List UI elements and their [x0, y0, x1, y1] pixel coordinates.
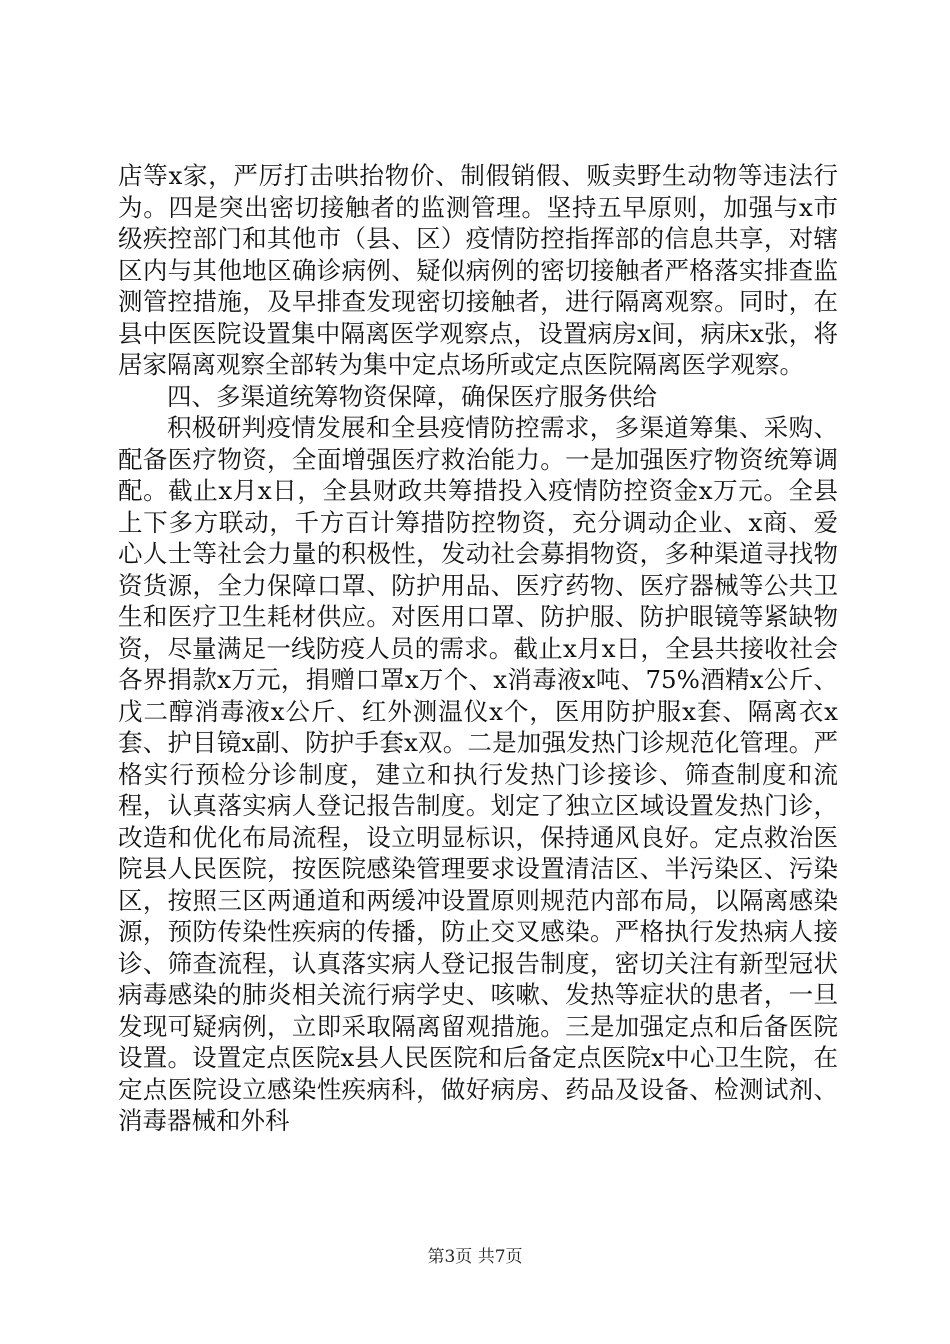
page-number-footer: 第3页 共7页 [427, 1247, 523, 1267]
paragraph-continuation: 店等x家，严厉打击哄抬物价、制假销假、贩卖野生动物等违法行为。四是突出密切接触者的监测管理。坚持五早原则，加强与x市级疾控部门和其他市（县、区）疫情防控指挥部的信息共享，对辖区内与其他地区确诊病例、疑似病例的密切接触者严格落实排查监测管控措施，及早排查发现密切接触者，进行隔离观察。同时，在县中医医院设置集中隔离医学观察点，设置病房x间，病床x张，将居家隔离观察全部转为集中定点场所或定点医院隔离医学观察。 [118, 161, 838, 379]
body-text [118, 160, 838, 1137]
paragraph-body: 积极研判疫情发展和全县疫情防控需求，多渠道筹集、采购、配备医疗物资，全面增强医疗救治能力。一是加强医疗物资统筹调配。截止x月x日，全县财政共筹措投入疫情防控资金x万元。全县上下多方联动，千方百计筹措防控物资，充分调动企业、x商、爱心人士等社会力量的积极性，发动社会募捐物资，多种渠道寻找物资货源，全力保障口罩、防护用品、医疗药物、医疗器械等公共卫生和医疗卫生耗材供应。对医用口罩、防护服、防护眼镜等紧缺物资，尽量满足一线防疫人员的需求。截止x月x日，全县共接收社会各界捐款x万元，捐赠口罩x万个、x消毒液x吨、75%酒精x公斤、戊二醇消毒液x公斤、红外测温仪x个，医用防护服x套、隔离衣x套、护目镜x副、防护手套x双。二是加强发热门诊规范化管理。严格实行预检分诊制度，建立和执行发热门诊接诊、筛查制度和流程，认真落实病人登记报告制度。划定了独立区域设置发热门诊，改造和优化布局流程，设立明显标识，保持通风良好。定点救治医院县人民医院，按医院感染管理要求设置清洁区、半污染区、污染区，按照三区两通道和两缓冲设置原则规范内部布局，以隔离感染源，预防传染性疾病的传播，防止交叉感染。严格执行发热病人接诊、筛查流程，认真落实病人登记报告制度，密切关注有新型冠状病毒感染的肺炎相关流行病学史、咳嗽、发热等症状的患者，一旦发现可疑病例，立即采取隔离留观措施。三是加强定点和后备医院设置。设置定点医院x县人民医院和后备定点医院x中心卫生院，在定点医院设立感染性疾病科，做好病房、药品及设备、检测试剂、消毒器械和外科 [118, 413, 838, 1135]
section-heading: 四、多渠道统筹物资保障，确保医疗服务供给 [167, 381, 657, 411]
